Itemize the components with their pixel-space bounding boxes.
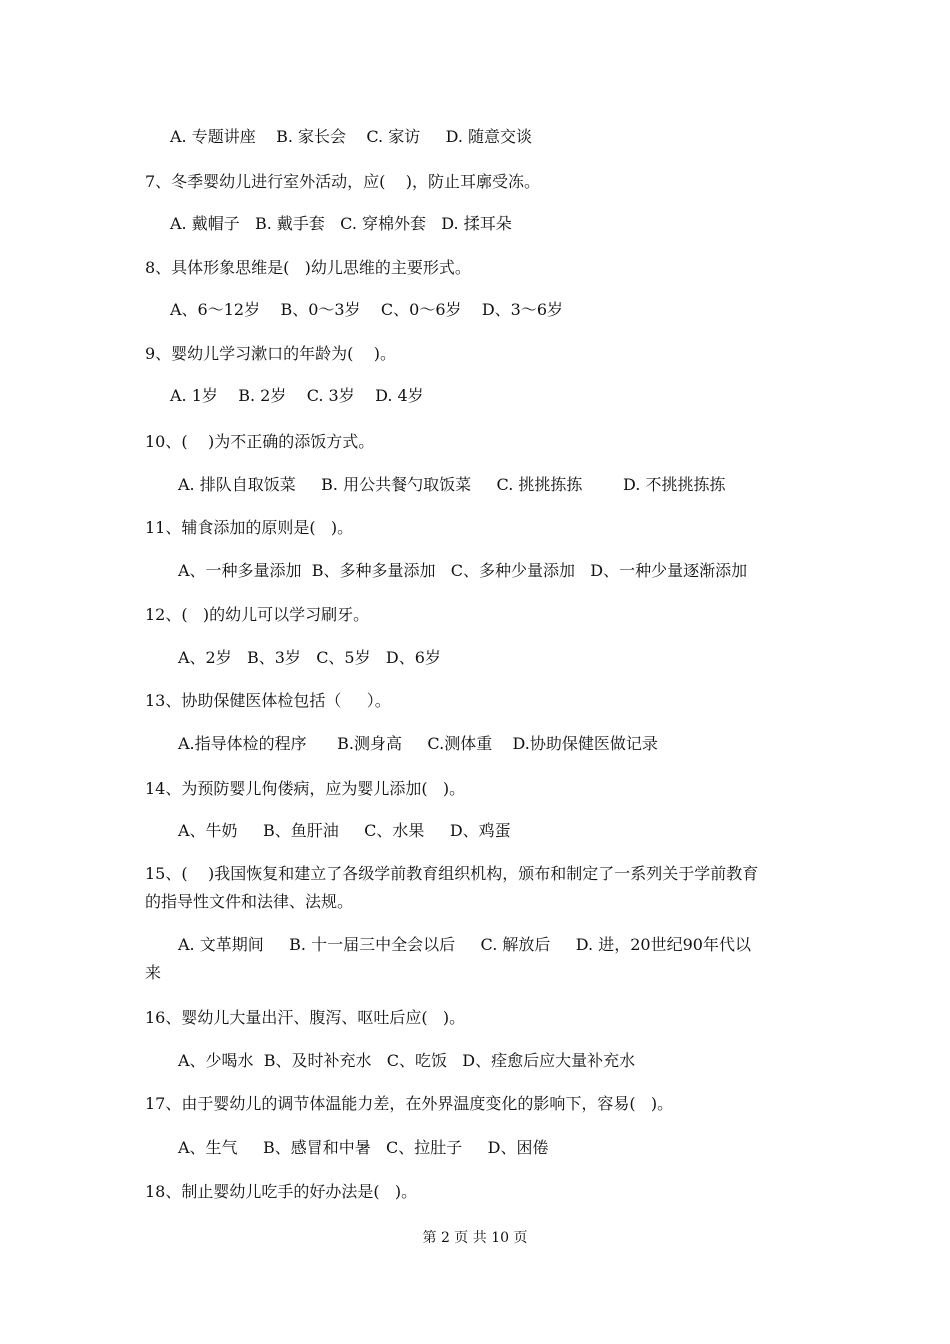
page-footer: 第 2 页 共 10 页 [422, 1230, 528, 1246]
question-text: 11、辅食添加的原则是( )。 [145, 518, 354, 537]
question-text: 9、婴幼儿学习漱口的年龄为( )。 [145, 344, 397, 363]
question-text: 8、具体形象思维是( )幼儿思维的主要形式。 [145, 258, 471, 277]
question-text: 13、协助保健医体检包括（ ）。 [145, 691, 391, 710]
question-text: 14、为预防婴儿佝偻病，应为婴儿添加( )。 [145, 779, 466, 798]
answer-options: A. 文革期间 B. 十一届三中全会以后 C. 解放后 D. 进，20世纪90年代以 [178, 935, 751, 954]
answer-options: A、少喝水 B、及时补充水 C、吃饭 D、痊愈后应大量补充水 [178, 1051, 636, 1070]
answer-options: A、2岁 B、3岁 C、5岁 D、6岁 [178, 648, 441, 667]
question-text: 15、( )我国恢复和建立了各级学前教育组织机构，颁布和制定了一系列关于学前教育 [145, 864, 759, 883]
answer-options: A. 排队自取饭菜 B. 用公共餐勺取饭菜 C. 挑挑拣拣 D. 不挑挑拣拣 [178, 475, 726, 494]
answer-options: A. 1岁 B. 2岁 C. 3岁 D. 4岁 [170, 386, 424, 405]
answer-options: A、生气 B、感冒和中暑 C、拉肚子 D、困倦 [178, 1138, 549, 1157]
answer-options: A、一种多量添加 B、多种多量添加 C、多种少量添加 D、一种少量逐渐添加 [178, 561, 748, 580]
question-text: 17、由于婴幼儿的调节体温能力差，在外界温度变化的影响下，容易( )。 [145, 1094, 674, 1113]
question-text: 10、( )为不正确的添饭方式。 [145, 432, 375, 451]
answer-options: A.指导体检的程序 B.测身高 C.测体重 D.协助保健医做记录 [178, 734, 658, 753]
question-text: 7、冬季婴幼儿进行室外活动，应( )，防止耳廓受冻。 [145, 172, 541, 191]
question-text: 16、婴幼儿大量出汗、腹泻、呕吐后应( )。 [145, 1008, 466, 1027]
answer-options: A. 专题讲座 B. 家长会 C. 家访 D. 随意交谈 [170, 127, 533, 146]
answer-options: A、牛奶 B、鱼肝油 C、水果 D、鸡蛋 [178, 821, 511, 840]
text-continuation: 的指导性文件和法律、法规。 [145, 892, 354, 911]
text-continuation: 来 [145, 963, 162, 982]
question-text: 12、( )的幼儿可以学习刷牙。 [145, 605, 370, 624]
answer-options: A、6～12岁 B、0～3岁 C、0～6岁 D、3～6岁 [170, 300, 564, 319]
answer-options: A. 戴帽子 B. 戴手套 C. 穿棉外套 D. 揉耳朵 [170, 214, 512, 233]
question-text: 18、制止婴幼儿吃手的好办法是( )。 [145, 1182, 418, 1201]
